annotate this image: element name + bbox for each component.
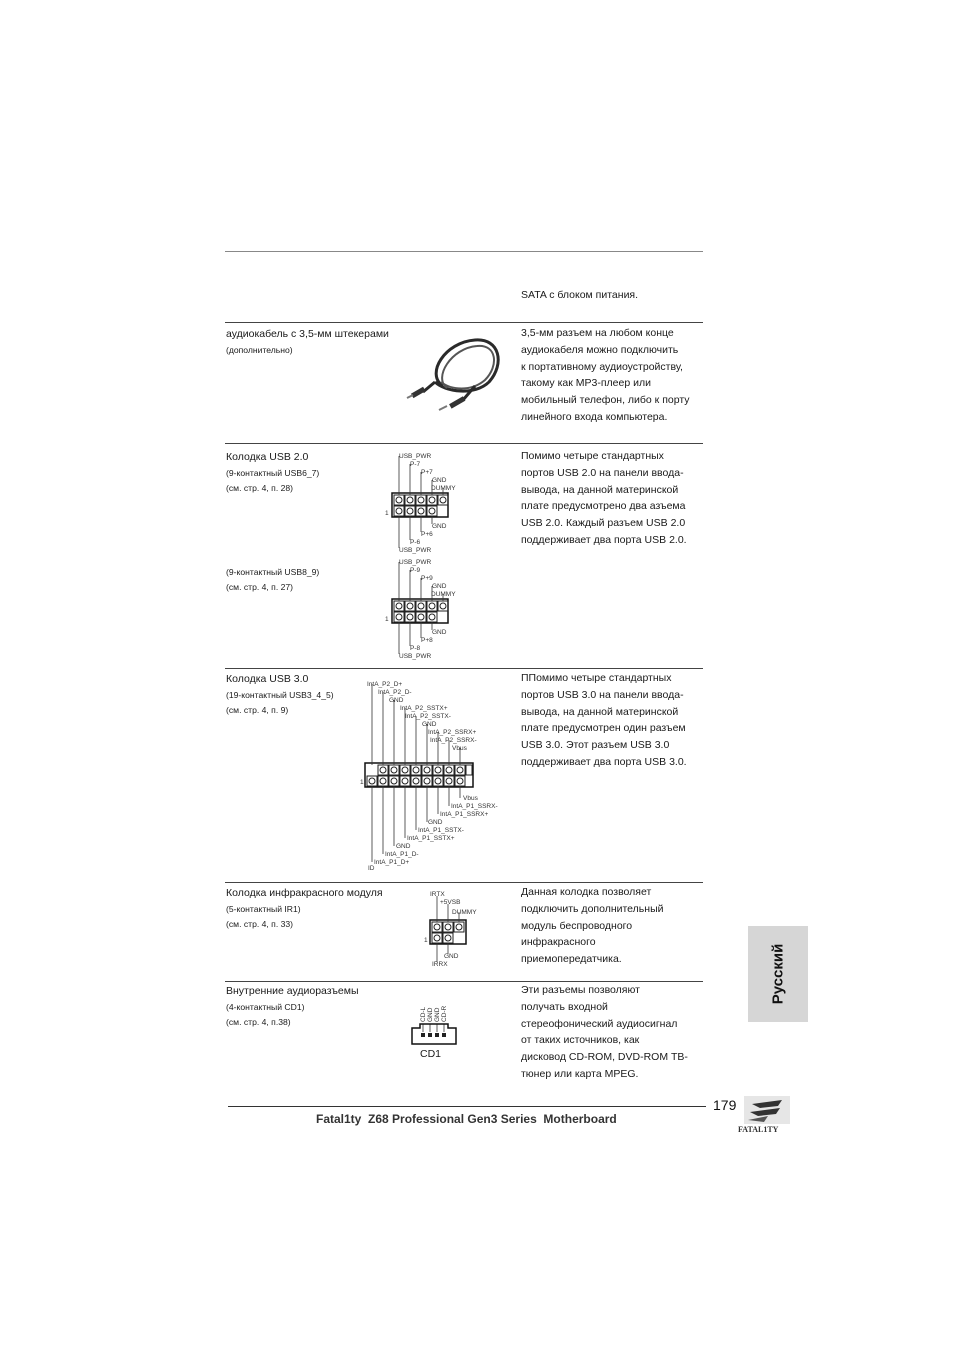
svg-text:IntA_P2_D-: IntA_P2_D- [378, 689, 412, 696]
section-divider [225, 882, 703, 883]
footer-title: Fatal1ty Z68 Professional Gen3 Series Motherboard [316, 1112, 617, 1126]
svg-text:IRTX: IRTX [430, 891, 445, 898]
cd-labels: Внутренние аудиоразъемы (4-контактный CD1) (см. стр. 4, п.38) [226, 985, 359, 1027]
sata-note: SATA с блоком питания. [521, 289, 639, 301]
usb30-labels: Колодка USB 3.0 (19-контактный USB3_4_5) (см. стр. 4, п. 9) [226, 673, 334, 715]
usb20-description: Помимо четыре стандартных портов USB 2.0 на панели ввода- вывода, на данной материнской плате предусмотрено два азъема USB 2.0. Каждый разъем USB 2.0 поддерживает два порта USB 2.0. [521, 450, 687, 546]
svg-text:GND: GND [396, 843, 411, 850]
svg-text:IntA_P1_D-: IntA_P1_D- [385, 851, 419, 858]
svg-text:GND: GND [432, 477, 447, 484]
language-tab: Русский [748, 926, 808, 1022]
fatal1ty-logo [738, 1094, 794, 1136]
svg-text:Vbus: Vbus [452, 745, 467, 752]
ir-description: Данная колодка позволяет подключить дополнительный модуль беспроводного инфракрасного приемопередатчика. [521, 886, 664, 966]
svg-text:IntA_P1_D+: IntA_P1_D+ [374, 859, 410, 866]
svg-text:GND: GND [389, 697, 404, 704]
svg-text:IRRX: IRRX [432, 961, 448, 968]
svg-text:Vbus: Vbus [463, 795, 478, 802]
usb20-labels: Колодка USB 2.0 (9-контактный USB6_7) (см. стр. 4, п. 28) [226, 451, 320, 493]
page-number: 179 [713, 1097, 737, 1113]
svg-text:P+7: P+7 [421, 469, 433, 476]
pin1-marker: 1 [385, 616, 389, 623]
usb20-header-2-diagram [384, 556, 484, 662]
usb20-labels-second: (9-контактный USB8_9) (см. стр. 4, п. 27) [226, 567, 320, 592]
svg-text:IntA_P1_SSRX-: IntA_P1_SSRX- [451, 803, 498, 810]
pin1-marker: 1 [424, 937, 428, 944]
svg-text:P-9: P-9 [410, 567, 421, 574]
ir-header-diagram [424, 886, 494, 968]
svg-text:IntA_P2_SSTX-: IntA_P2_SSTX- [405, 713, 451, 720]
svg-text:IntA_P2_SSRX-: IntA_P2_SSRX- [430, 737, 477, 744]
svg-text:P-6: P-6 [410, 539, 421, 546]
usb30-description: ППомимо четыре стандартных портов USB 3.0 на панели ввода- вывода, на данной материнской плате предусмотрен один разъем USB 3.0. Этот разъем USB 3.0 поддерживает два порта USB 3.0. [521, 672, 687, 768]
top-rule [225, 251, 703, 252]
svg-text:P-8: P-8 [410, 645, 421, 652]
svg-text:GND: GND [434, 1007, 441, 1022]
section-divider [225, 668, 703, 669]
svg-text:GND: GND [432, 629, 447, 636]
svg-text:IntA_P1_SSTX+: IntA_P1_SSTX+ [407, 835, 455, 842]
svg-text:IntA_P1_SSRX+: IntA_P1_SSRX+ [440, 811, 489, 818]
svg-text:DUMMY: DUMMY [431, 591, 456, 598]
svg-text:GND: GND [428, 819, 443, 826]
svg-text:GND: GND [432, 583, 447, 590]
svg-text:ID: ID [368, 865, 375, 872]
svg-text:P+9: P+9 [421, 575, 433, 582]
svg-text:USB_PWR: USB_PWR [399, 547, 432, 554]
svg-text:USB_PWR: USB_PWR [399, 559, 432, 566]
pin1-marker: 1 [360, 779, 364, 786]
svg-text:CD-R: CD-R [441, 1005, 448, 1022]
svg-text:+5VSB: +5VSB [440, 899, 461, 906]
footer-rule [228, 1106, 706, 1107]
cd-label: CD1 [420, 1048, 442, 1060]
svg-text:P-7: P-7 [410, 461, 421, 468]
svg-text:GND: GND [444, 953, 459, 960]
svg-text:IntA_P2_SSTX+: IntA_P2_SSTX+ [400, 705, 448, 712]
audio-cable-description: 3,5-мм разъем на любом конце аудиокабеля можно подключить к портативному аудиоустройству, такому как MP3-плеер или мобильный телефон, либо к порту линейного входа компьютера. [521, 327, 690, 423]
section-divider [225, 443, 703, 444]
svg-text:GND: GND [432, 523, 447, 530]
svg-text:FATAL1TY: FATAL1TY [738, 1125, 779, 1134]
svg-text:USB_PWR: USB_PWR [399, 453, 432, 460]
svg-text:P+8: P+8 [421, 637, 433, 644]
svg-text:IntA_P2_D+: IntA_P2_D+ [367, 681, 403, 688]
svg-text:DUMMY: DUMMY [452, 909, 477, 916]
audio-cable-labels: аудиокабель с 3,5-мм штекерами (дополнительно) [226, 328, 389, 355]
section-divider [225, 322, 703, 323]
svg-text:GND: GND [422, 721, 437, 728]
svg-text:DUMMY: DUMMY [431, 485, 456, 492]
audio-cable-image [405, 334, 505, 420]
usb20-header-1-diagram [384, 450, 484, 556]
svg-text:IntA_P2_SSRX+: IntA_P2_SSRX+ [428, 729, 477, 736]
cd-description: Эти разъемы позволяют получать входной стереофонический аудиосигнал от таких источников, как дисковод CD-ROM, DVD-ROM ТВ- тюнер или карта MPEG. [521, 984, 688, 1080]
svg-text:IntA_P1_SSTX-: IntA_P1_SSTX- [418, 827, 464, 834]
svg-text:USB_PWR: USB_PWR [399, 653, 432, 660]
svg-text:CD-L: CD-L [420, 1006, 427, 1022]
svg-text:GND: GND [427, 1007, 434, 1022]
usb30-header-diagram [360, 676, 500, 872]
svg-text:P+6: P+6 [421, 531, 433, 538]
pin1-marker: 1 [385, 510, 389, 517]
ir-labels: Колодка инфракрасного модуля (5-контактный IR1) (см. стр. 4, п. 33) [226, 887, 383, 929]
